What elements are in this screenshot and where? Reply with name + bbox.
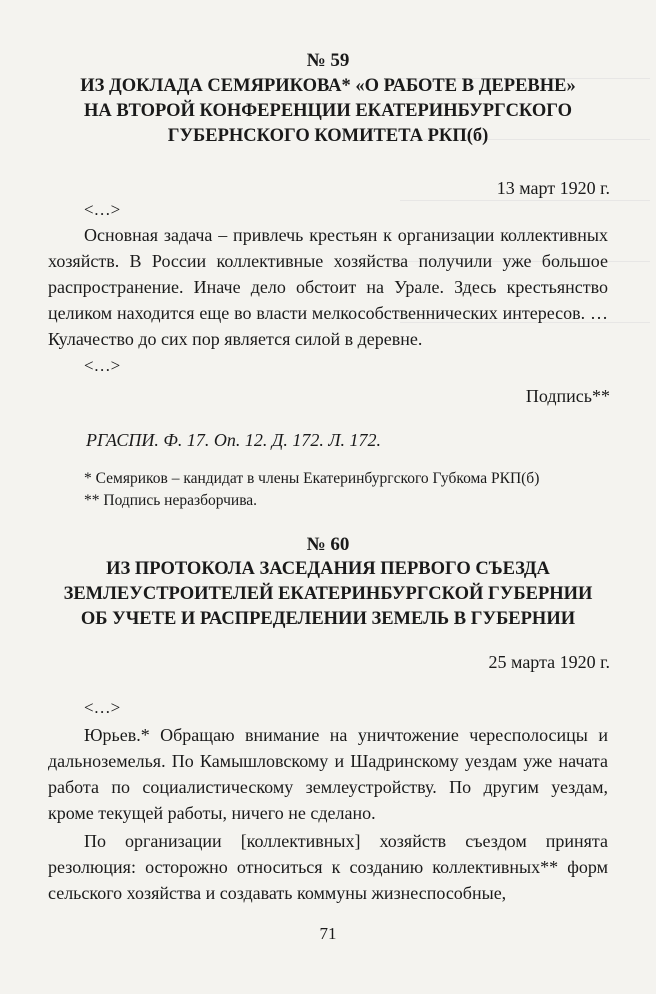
doc60-heading-line: ЗЕМЛЕУСТРОИТЕЛЕЙ ЕКАТЕРИНБУРГСКОЙ ГУБЕРНИИ [63, 584, 593, 604]
doc60-heading [48, 557, 608, 632]
doc59-heading-line: ИЗ ДОКЛАДА СЕМЯРИКОВА* «О РАБОТЕ В ДЕРЕВНЕ» [80, 76, 576, 96]
doc60-paragraph-1 [48, 722, 608, 826]
doc60-ellipsis: <…> [84, 698, 121, 717]
doc59-date: 13 март 1920 г. [496, 178, 610, 198]
doc59-ellipsis-top: <…> [84, 200, 121, 219]
doc60-paragraph-2-text: По организации [коллективных] хозяйств съездом принята резолюция: осторожно относиться к созданию коллективных** форм сельского хозяйства и создавать коммуны жизнеспособные, [48, 831, 608, 903]
doc59-heading-line: НА ВТОРОЙ КОНФЕРЕНЦИИ ЕКАТЕРИНБУРГСКОГО [84, 101, 572, 121]
doc59-footnote-1: * Семяриков – кандидат в члены Екатеринбургского Губкома РКП(б) [84, 470, 540, 487]
doc60-heading-line: ИЗ ПРОТОКОЛА ЗАСЕДАНИЯ ПЕРВОГО СЪЕЗДА [106, 559, 550, 579]
doc59-paragraph [48, 222, 608, 352]
doc60-paragraph-1-text: Юрьев.* Обращаю внимание на уничтожение чересполосицы и дальноземелья. По Камышловскому и Шадринскому уездам уже начата работа по социалистическому землеустройству. По другим уездам, кроме текущей работы, ничего не сделано. [48, 725, 608, 823]
doc59-number: № 59 [306, 50, 350, 71]
doc59-ellipsis-bottom: <…> [84, 356, 121, 375]
doc59-footnote-2: ** Подпись неразборчива. [84, 492, 258, 509]
doc60-paragraph-2 [48, 828, 608, 906]
doc59-archive-ref: РГАСПИ. Ф. 17. Оп. 12. Д. 172. Л. 172. [86, 430, 382, 450]
doc60-date: 25 марта 1920 г. [488, 652, 610, 672]
doc60-number: № 60 [306, 534, 350, 555]
doc60-heading-line: ОБ УЧЕТЕ И РАСПРЕДЕЛЕНИИ ЗЕМЕЛЬ В ГУБЕРНИИ [80, 609, 576, 629]
doc59-signature: Подпись** [525, 386, 610, 406]
doc59-paragraph-text: Основная задача – привлечь крестьян к организации коллективных хозяйств. В России коллективные хозяйства получили уже большое распространение. Иначе дело обстоит на Урале. Здесь крестьянство целиком находится еще во власти мелкособственнических интересов. …Кулачество до сих пор является силой в деревне. [48, 225, 608, 349]
page-number: 71 [319, 924, 337, 943]
doc59-heading [48, 74, 608, 149]
doc59-heading-line: ГУБЕРНСКОГО КОМИТЕТА РКП(б) [167, 126, 489, 146]
